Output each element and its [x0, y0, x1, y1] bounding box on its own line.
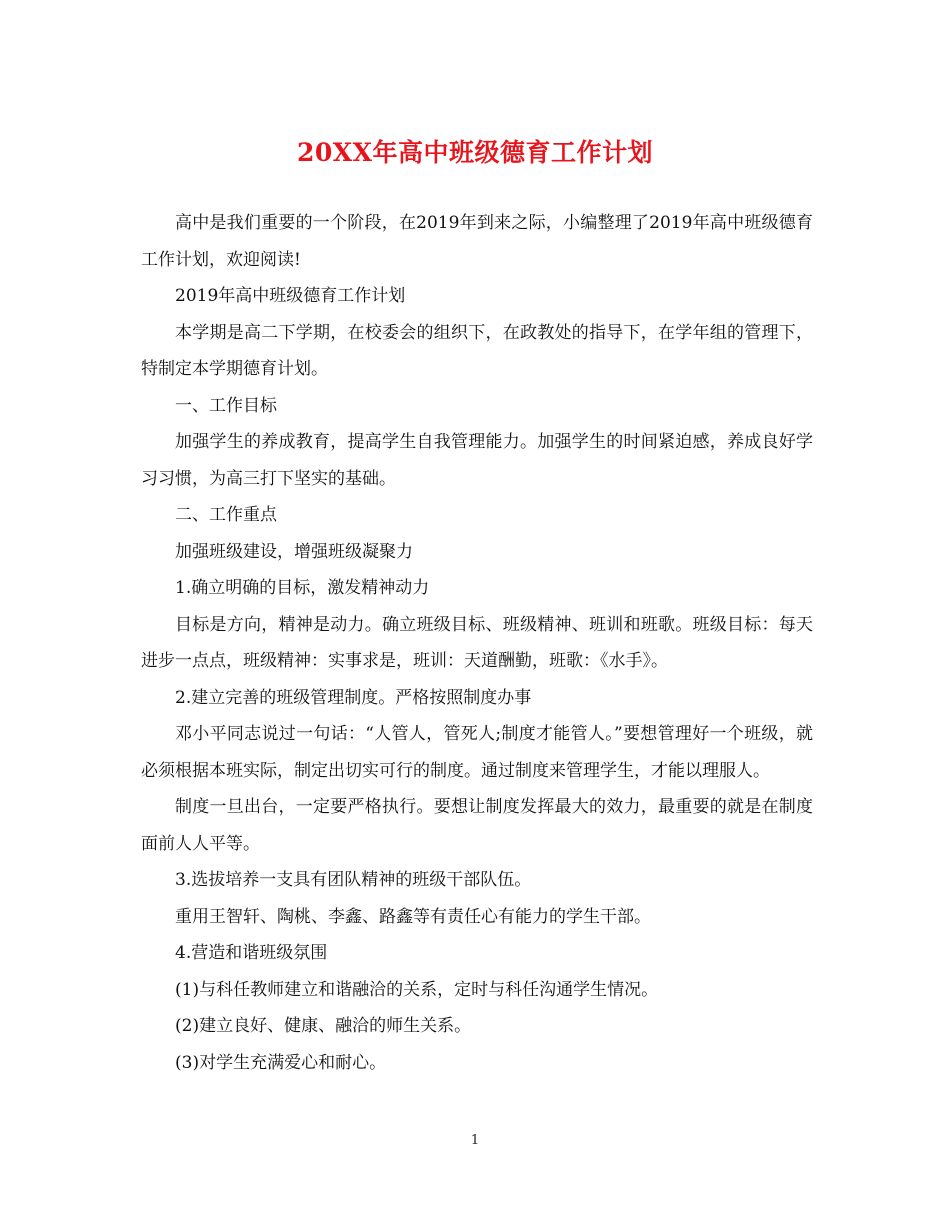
- list-item: 4.营造和谐班级氛围: [175, 943, 328, 963]
- paragraph: 2019年高中班级德育工作计划: [175, 286, 406, 306]
- paragraph: 加强班级建设，增强班级凝聚力: [175, 541, 413, 562]
- section-heading: 二、工作重点: [175, 505, 277, 525]
- paragraph: 本学期是高二下学期，在校委会的组织下，在政教处的指导下，在学年组的管理下，特制定本学期德育计划。: [141, 322, 813, 379]
- paragraph: 邓小平同志说过一句话：“人管人，管死人;制度才能管人。”要想管理好一个班级，就必须根据本班实际，制定出切实可行的制度。通过制度来管理学生，才能以理服人。: [141, 724, 813, 781]
- document-body: [141, 205, 813, 1081]
- paragraph: 制度一旦出台，一定要严格执行。要想让制度发挥最大的效力，最重要的就是在制度面前人人平等。: [141, 797, 813, 854]
- paragraph: 加强学生的养成教育，提高学生自我管理能力。加强学生的时间紧迫感，养成良好学习习惯，为高三打下坚实的基础。: [141, 432, 813, 489]
- sub-list-item: (3)对学生充满爱心和耐心。: [175, 1052, 387, 1073]
- page-number: 1: [470, 1133, 480, 1148]
- sub-list-item: (2)建立良好、健康、融洽的师生关系。: [175, 1016, 472, 1036]
- list-item: 3.选拔培养一支具有团队精神的班级干部队伍。: [175, 870, 532, 890]
- list-item: 2.建立完善的班级管理制度。严格按照制度办事: [175, 687, 532, 708]
- paragraph: 高中是我们重要的一个阶段，在2019年到来之际，小编整理了2019年高中班级德育工作计划，欢迎阅读!: [141, 213, 813, 270]
- sub-list-item: (1)与科任教师建立和谐融洽的关系，定时与科任沟通学生情况。: [175, 979, 659, 1000]
- document-title: 20XX年高中班级德育工作计划: [296, 138, 654, 167]
- list-item: 1.确立明确的目标，激发精神动力: [175, 578, 430, 598]
- paragraph: 重用王智轩、陶桃、李鑫、路鑫等有责任心有能力的学生干部。: [175, 906, 651, 927]
- paragraph: 目标是方向，精神是动力。确立班级目标、班级精神、班训和班歌。班级目标：每天进步一点点，班级精神：实事求是，班训：天道酬勤，班歌：《水手》。: [141, 614, 813, 671]
- section-heading: 一、工作目标: [175, 395, 277, 416]
